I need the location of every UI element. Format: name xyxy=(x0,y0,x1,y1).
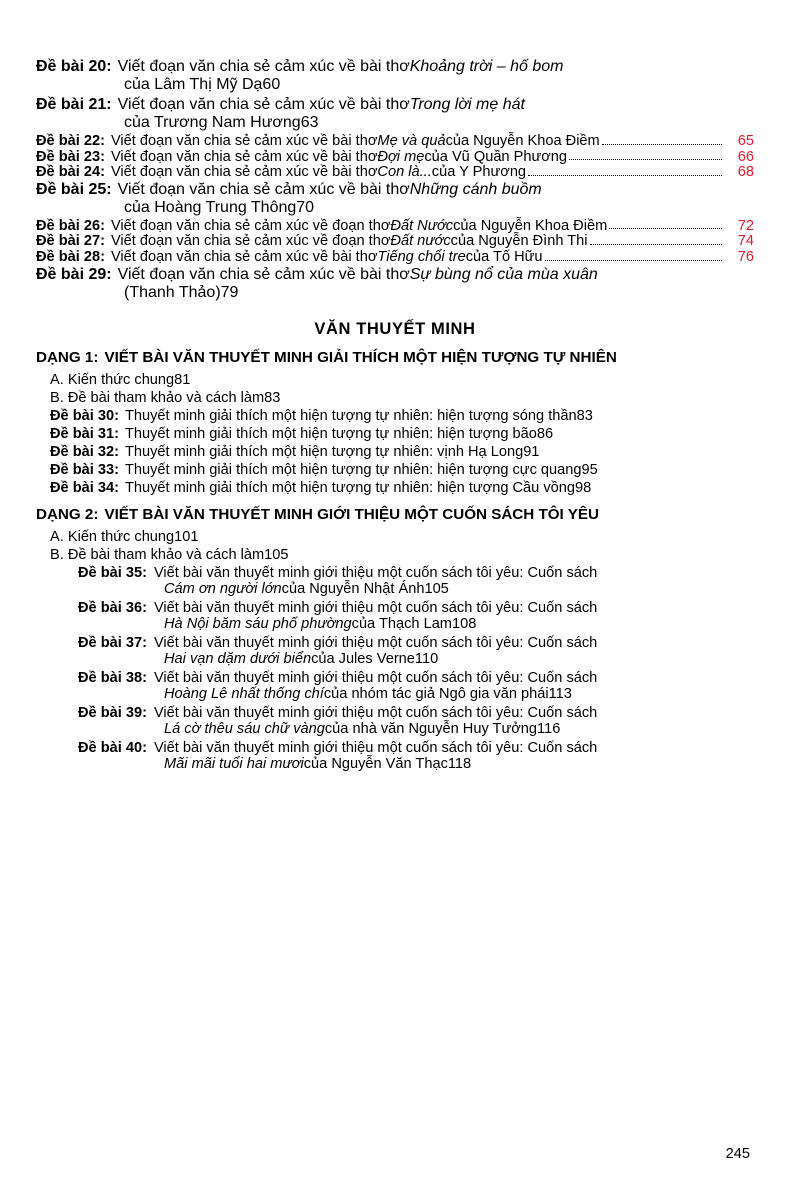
entry-title: Đất Nước xyxy=(390,217,454,234)
entry-label: Đề bài 21: xyxy=(36,96,112,113)
leader-dots xyxy=(569,158,722,160)
entry-label: Đề bài 33: xyxy=(50,461,119,478)
entry-label: Đề bài 36: xyxy=(78,599,147,616)
entry-page: 98 xyxy=(574,479,592,496)
entry-page: 108 xyxy=(451,615,477,632)
toc-entry[interactable] xyxy=(36,58,754,94)
leader-dots xyxy=(545,259,722,261)
leader-dots xyxy=(602,143,722,145)
toc-entry[interactable] xyxy=(36,134,754,149)
entry-text-post: của Jules Verne xyxy=(311,650,415,667)
entry-title: Trong lời mẹ hát xyxy=(409,96,525,113)
entry-text: Viết đoạn văn chia sẻ cảm xúc về bài thơ xyxy=(117,58,410,75)
entry-text: Thuyết minh giải thích một hiện tượng tự nhiên: hiện tượng sóng thần xyxy=(124,407,577,424)
entry-page: 70 xyxy=(296,198,315,216)
entry-page: 86 xyxy=(536,425,554,442)
leader-dots xyxy=(590,243,722,245)
toc-entry[interactable] xyxy=(36,96,754,132)
toc-entry[interactable] xyxy=(36,250,754,265)
entry-text: Viết đoạn văn chia sẻ cảm xúc về bài thơ xyxy=(110,164,378,181)
subitem-text: A. Kiến thức chung xyxy=(50,528,175,545)
leader-dots xyxy=(609,227,722,229)
entry-label: Đề bài 23: xyxy=(36,148,105,165)
entry-page: 65 xyxy=(737,133,754,149)
subitem-page: 81 xyxy=(174,371,191,388)
entry-text: Viết bài văn thuyết minh giới thiệu một cuốn sách tôi yêu: Cuốn sách xyxy=(153,634,598,651)
entry-title: Sự bùng nổ của mùa xuân xyxy=(409,265,598,283)
entry-text: Viết bài văn thuyết minh giới thiệu một cuốn sách tôi yêu: Cuốn sách xyxy=(153,704,598,721)
toc-subitem[interactable] xyxy=(36,529,754,545)
dang-1-number: DẠNG 1: xyxy=(36,348,99,366)
toc-entry[interactable] xyxy=(36,635,754,667)
dang-1-title: VIẾT BÀI VĂN THUYẾT MINH GIẢI THÍCH MỘT HIỆN TƯỢNG TỰ NHIÊN xyxy=(104,348,617,366)
entry-text-post: của nhóm tác giả Ngô gia văn phái xyxy=(323,685,549,702)
entry-text-post: của Thạch Lam xyxy=(351,615,452,632)
toc-entry[interactable] xyxy=(36,600,754,632)
entry-page: 79 xyxy=(220,283,239,301)
page-number: 245 xyxy=(725,1146,750,1162)
entry-text-post: của Nguyễn Nhật Ánh xyxy=(281,580,425,597)
entry-page: 72 xyxy=(737,217,754,234)
subitem-page: 105 xyxy=(264,546,289,563)
entry-label: Đề bài 27: xyxy=(36,233,105,250)
entry-text: Viết đoạn văn chia sẻ cảm xúc về đoạn thơ xyxy=(110,233,391,250)
entry-text: Viết đoạn văn chia sẻ cảm xúc về bài thơ xyxy=(117,96,410,113)
entry-label: Đề bài 25: xyxy=(36,180,112,198)
entry-label: Đề bài 31: xyxy=(50,425,119,442)
entry-title: Những cánh buồm xyxy=(409,180,542,198)
entry-page: 118 xyxy=(447,755,472,772)
entry-title: Đợi mẹ xyxy=(377,148,425,165)
entry-label: Đề bài 22: xyxy=(36,133,105,149)
entry-label: Đề bài 39: xyxy=(78,704,147,721)
toc-entry[interactable] xyxy=(36,165,754,180)
toc-entry[interactable] xyxy=(36,444,754,460)
entry-label: Đề bài 34: xyxy=(50,479,119,496)
entry-label: Đề bài 30: xyxy=(50,407,119,424)
entry-text-post: của nhà văn Nguyễn Huy Tưởng xyxy=(324,720,538,737)
entry-text-cont: của Lâm Thị Mỹ Dạ xyxy=(124,76,263,93)
toc-subitem[interactable] xyxy=(36,390,754,406)
entry-label: Đề bài 40: xyxy=(78,739,147,756)
entry-label: Đề bài 29: xyxy=(36,265,112,283)
entry-text-post: của Tố Hữu xyxy=(465,248,543,265)
entry-title: Mẹ và quả xyxy=(377,133,446,149)
toc-entry[interactable] xyxy=(36,740,754,772)
dang-2-number: DẠNG 2: xyxy=(36,505,99,523)
entry-text: Viết bài văn thuyết minh giới thiệu một cuốn sách tôi yêu: Cuốn sách xyxy=(153,669,598,686)
entry-label: Đề bài 38: xyxy=(78,669,147,686)
entry-page: 63 xyxy=(300,114,319,131)
dang-2-heading xyxy=(36,506,754,523)
entry-label: Đề bài 20: xyxy=(36,58,112,75)
entry-text: Thuyết minh giải thích một hiện tượng tự nhiên: vịnh Hạ Long xyxy=(124,443,524,460)
entry-text-post: của Y Phương xyxy=(431,164,527,181)
entry-title: Con là... xyxy=(377,164,432,181)
entry-title: Hà Nội băm sáu phố phường xyxy=(164,615,352,632)
dang-2-title: VIẾT BÀI VĂN THUYẾT MINH GIỚI THIỆU MỘT CUỐN SÁCH TÔI YÊU xyxy=(104,505,599,523)
entry-text-post: của Vũ Quần Phương xyxy=(424,148,568,165)
subitem-text: A. Kiến thức chung xyxy=(50,371,175,388)
entry-page: 83 xyxy=(576,407,593,424)
subitem-text: B. Đề bài tham khảo và cách làm xyxy=(50,546,265,563)
entry-page: 76 xyxy=(737,248,754,265)
entry-text: Viết đoạn văn chia sẻ cảm xúc về bài thơ xyxy=(110,148,378,165)
entry-text: Viết đoạn văn chia sẻ cảm xúc về bài thơ xyxy=(110,133,378,149)
entry-page: 60 xyxy=(262,76,281,93)
leader-dots xyxy=(528,174,722,176)
toc-entry[interactable] xyxy=(36,234,754,249)
entry-text-post: của Nguyễn Đình Thi xyxy=(450,233,588,250)
entry-text-cont: (Thanh Thảo) xyxy=(124,283,221,301)
entry-label: Đề bài 37: xyxy=(78,634,147,651)
entry-page: 113 xyxy=(548,685,572,702)
entry-label: Đề bài 26: xyxy=(36,217,105,234)
entry-title: Đất nước xyxy=(390,233,451,250)
entry-page: 105 xyxy=(424,580,449,597)
entry-page: 91 xyxy=(523,443,540,460)
entry-page: 110 xyxy=(414,650,439,667)
section-heading: VĂN THUYẾT MINH xyxy=(314,319,476,338)
toc-entry[interactable] xyxy=(36,705,754,737)
entry-page: 74 xyxy=(737,233,754,250)
subitem-text: B. Đề bài tham khảo và cách làm xyxy=(50,389,265,406)
entry-title: Hoàng Lê nhất thống chí xyxy=(164,685,324,702)
entry-text: Thuyết minh giải thích một hiện tượng tự nhiên: hiện tượng cực quang xyxy=(124,461,582,478)
entry-label: Đề bài 32: xyxy=(50,443,119,460)
entry-text-cont: của Trương Nam Hương xyxy=(124,114,301,131)
toc-content xyxy=(36,58,754,775)
entry-title: Hai vạn dặm dưới biển xyxy=(164,650,312,667)
subitem-page: 83 xyxy=(264,389,281,406)
entry-text: Viết đoạn văn chia sẻ cảm xúc về bài thơ xyxy=(117,265,410,283)
entry-text-post: của Nguyễn Khoa Điềm xyxy=(453,217,608,234)
entry-label: Đề bài 35: xyxy=(78,564,147,581)
toc-entry[interactable] xyxy=(36,670,754,702)
entry-label: Đề bài 28: xyxy=(36,248,105,265)
entry-text: Viết đoạn văn chia sẻ cảm xúc về bài thơ xyxy=(110,248,378,265)
toc-entry[interactable] xyxy=(36,150,754,165)
entry-text-cont: của Hoàng Trung Thông xyxy=(124,198,297,216)
entry-text-post: của Nguyễn Văn Thạc xyxy=(303,755,448,772)
entry-text: Viết đoạn văn chia sẻ cảm xúc về bài thơ xyxy=(117,180,410,198)
entry-page: 95 xyxy=(581,461,598,478)
entry-page: 68 xyxy=(737,164,754,181)
entry-title: Tiếng chổi tre xyxy=(377,248,466,265)
toc-entry[interactable] xyxy=(36,480,754,496)
toc-entry[interactable] xyxy=(36,408,754,424)
entry-title: Khoảng trời – hố bom xyxy=(409,58,564,75)
entry-label: Đề bài 24: xyxy=(36,164,105,181)
toc-subitem[interactable] xyxy=(36,547,754,563)
entry-text: Thuyết minh giải thích một hiện tượng tự nhiên: hiện tượng Cầu vồng xyxy=(124,479,575,496)
dang-1-heading xyxy=(36,349,754,366)
toc-entry[interactable] xyxy=(36,462,754,478)
entry-title: Mãi mãi tuổi hai mươi xyxy=(164,755,304,772)
subitem-page: 101 xyxy=(174,528,199,545)
toc-entry[interactable] xyxy=(36,565,754,597)
entry-title: Cám ơn người lớn xyxy=(164,580,282,597)
toc-entry[interactable] xyxy=(36,266,754,302)
entry-page: 116 xyxy=(537,720,561,737)
entry-text: Thuyết minh giải thích một hiện tượng tự nhiên: hiện tượng bão xyxy=(124,425,537,442)
toc-entry[interactable] xyxy=(36,181,754,217)
entry-text-post: của Nguyễn Khoa Điềm xyxy=(445,133,600,149)
toc-entry[interactable] xyxy=(36,426,754,442)
toc-entry[interactable] xyxy=(36,219,754,234)
entry-title: Lá cờ thêu sáu chữ vàng xyxy=(164,720,325,737)
toc-subitem[interactable] xyxy=(36,372,754,388)
entry-page: 66 xyxy=(737,148,754,165)
entry-text: Viết đoạn văn chia sẻ cảm xúc về đoạn thơ xyxy=(110,217,391,234)
entry-text: Viết bài văn thuyết minh giới thiệu một cuốn sách tôi yêu: Cuốn sách xyxy=(153,599,598,616)
entry-text: Viết bài văn thuyết minh giới thiệu một cuốn sách tôi yêu: Cuốn sách xyxy=(153,564,598,581)
entry-text: Viết bài văn thuyết minh giới thiệu một cuốn sách tôi yêu: Cuốn sách xyxy=(153,739,598,756)
